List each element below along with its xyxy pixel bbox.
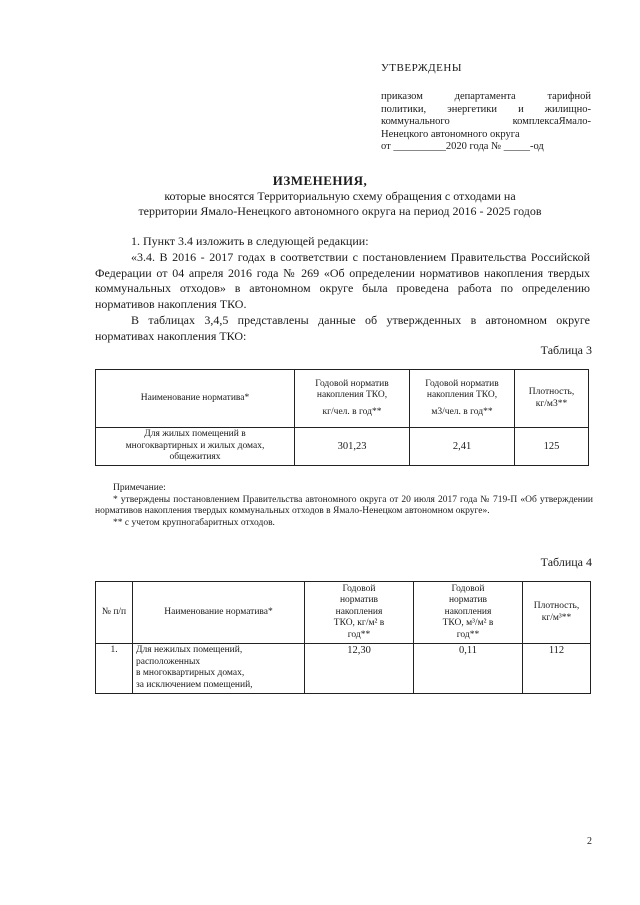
table3-header-line: накопления ТКО, (426, 390, 498, 401)
paragraph-2-text: «3.4. В 2016 - 2017 годах в соответствии с постановлением Правительства Российской Федерации от 04 апреля 2016 года № 269 «Об определении нормативов накопления твердых коммунальных отходов» в автономном округе была проведена работа по определению нормативов накопления ТКО. (95, 250, 590, 311)
table3-cell-line: многоквартирных и жилых домах, (125, 440, 265, 451)
table4-cell-line: расположенных (136, 656, 201, 667)
notes-heading: Примечание: (113, 483, 166, 493)
table3-header-line: Плотность, (528, 387, 575, 397)
table4-header-annual-kg (305, 582, 414, 644)
note-1: * утверждены постановлением Правительства автономного округа от 20 июля 2017 года № 719-П «Об утверждении нормативов накопления твердых коммунальных отходов в Ямало-Ненецком автономном округе». (95, 494, 593, 516)
table4-header-line: Годовой (451, 583, 485, 594)
table4-header-density (523, 582, 591, 644)
paragraph-1 (95, 234, 590, 250)
document-subtitle (90, 189, 590, 219)
table4-header-line: год** (347, 629, 371, 640)
table4-header-line: Годовой (342, 583, 376, 594)
paragraph-1-text: 1. Пункт 3.4 изложить в следующей редакции: (131, 234, 369, 248)
table4-cell-annual-m3: 0,11 (414, 644, 523, 694)
table3-cell-annual-kg: 301,23 (295, 428, 410, 466)
paragraph-3-text: В таблицах 3,4,5 представлены данные об утвержденных в автономном округе нормативах накопления ТКО: (95, 313, 590, 343)
table4-header-line: кг/м³** (541, 612, 572, 623)
table4-header-line: ТКО, м³/м² в (442, 618, 494, 629)
table4-header-row (96, 582, 591, 644)
table3-header-row (96, 370, 589, 428)
table4-header-line: Плотность, (533, 601, 580, 611)
page-number: 2 (587, 836, 592, 847)
table3-header-line: Годовой норматив (315, 378, 389, 389)
table4-header-line: норматив (339, 595, 379, 606)
table-4 (95, 581, 591, 694)
approval-heading: УТВЕРЖДЕНЫ (381, 62, 462, 74)
table-row (96, 644, 591, 694)
table3-cell-line: Для жилых помещений в (144, 429, 246, 440)
subtitle-line: которые вносятся Территориальную схему обращения с отходами на (164, 189, 516, 203)
table-3 (95, 369, 589, 466)
table3-label: Таблица 3 (540, 343, 592, 357)
table4-header-line: норматив (448, 595, 488, 606)
table4-cell-num: 1. (96, 644, 133, 694)
table4-cell-name (133, 644, 305, 694)
approval-text (381, 91, 591, 154)
paragraph-2 (95, 250, 590, 312)
approval-line: от __________2020 года № _____-од (381, 141, 544, 153)
approval-line: политики, энергетики и жилищно- (381, 103, 591, 115)
table4-header-annual-m3 (414, 582, 523, 644)
table3-cell-line: общежитиях (169, 452, 221, 463)
table4-header-line: год** (456, 629, 480, 640)
table4-cell-line: за исключением помещений, (136, 679, 253, 690)
approval-line: приказом департамента тарифной (381, 91, 591, 102)
table4-cell-line: Для нежилых помещений, (136, 645, 243, 655)
table3-header-density (515, 370, 589, 428)
table-row (96, 428, 589, 466)
table4-header-name: Наименование норматива* (133, 582, 305, 644)
note-2: ** с учетом крупногабаритных отходов. (113, 517, 275, 528)
table3-cell-annual-m3: 2,41 (410, 428, 515, 466)
table3-cell-name (96, 428, 295, 466)
table4-cell-line: в многоквартирных домах, (136, 668, 245, 678)
approval-line: Ненецкого автономного округа (381, 128, 520, 140)
approval-line: коммунального комплексаЯмало- (381, 116, 591, 128)
table4-header-line: накопления (444, 606, 492, 617)
table4-label: Таблица 4 (540, 555, 592, 569)
table3-header-line: кг/чел. в год** (322, 406, 382, 417)
table3-header-line: накопления ТКО, (316, 390, 388, 401)
table4-cell-density: 112 (523, 644, 591, 694)
table3-header-line: Годовой норматив (425, 378, 499, 389)
table3-header-line: кг/м3** (535, 398, 568, 409)
document-title: ИЗМЕНЕНИЯ, (272, 173, 368, 188)
paragraph-3 (95, 313, 590, 344)
table3-cell-density: 125 (515, 428, 589, 466)
table3-header-annual-kg (295, 370, 410, 428)
subtitle-line: территории Ямало-Ненецкого автономного округа на период 2016 - 2025 годов (138, 204, 542, 218)
table3-header-line: м3/чел. в год** (431, 406, 493, 417)
table3-header-annual-m3 (410, 370, 515, 428)
table4-header-line: накопления (335, 606, 383, 617)
table4-header-line: ТКО, кг/м² в (333, 618, 385, 629)
notes (95, 483, 593, 529)
table4-header-num: № п/п (96, 582, 133, 644)
table4-cell-annual-kg: 12,30 (305, 644, 414, 694)
table3-header-name: Наименование норматива* (96, 370, 295, 428)
